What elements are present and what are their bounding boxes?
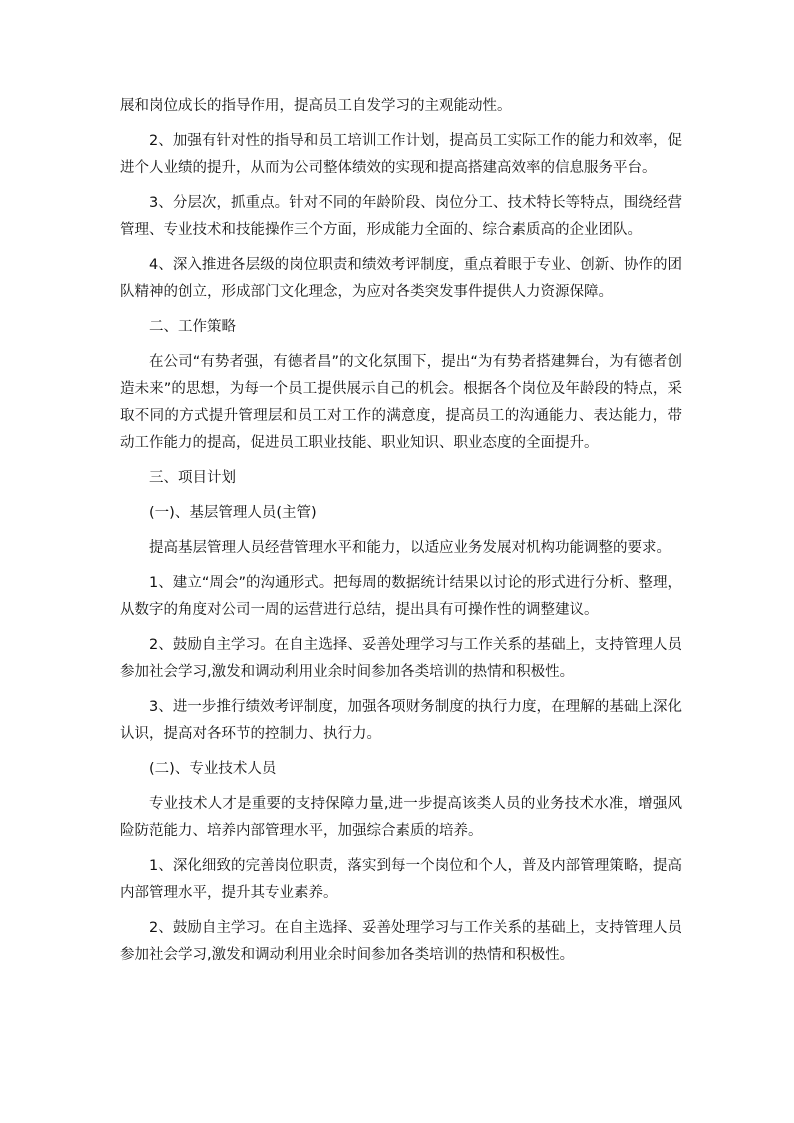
section-heading-plan: 三、项目计划 — [149, 470, 236, 486]
paragraph-technical-intro: 专业技术人才是重要的支持保障力量,进一步提高该类人员的业务技术水准，增强风险防范能力、培养内部管理水平，加强综合素质的培养。 — [120, 796, 682, 839]
document-body — [120, 93, 682, 977]
paragraph-technical-item-2: 2、鼓励自主学习。在自主选择、妥善处理学习与工作关系的基础上，支持管理人员参加社会学习,激发和调动利用业余时间参加各类培训的热情和积极性。 — [120, 920, 682, 963]
paragraph-item-3: 3、分层次，抓重点。针对不同的年龄阶段、岗位分工、技术特长等特点，围绕经营管理、专业技术和技能操作三个方面，形成能力全面的、综合素质高的企业团队。 — [120, 195, 682, 238]
paragraph-technical-item-1: 1、深化细致的完善岗位职责，落实到每一个岗位和个人，普及内部管理策略，提高内部管理水平，提升其专业素养。 — [120, 858, 682, 901]
paragraph-managers-item-2: 2、鼓励自主学习。在自主选择、妥善处理学习与工作关系的基础上，支持管理人员参加社会学习,激发和调动利用业余时间参加各类培训的热情和积极性。 — [120, 637, 682, 680]
paragraph-item-4: 4、深入推进各层级的岗位职责和绩效考评制度，重点着眼于专业、创新、协作的团队精神的创立，形成部门文化理念，为应对各类突发事件提供人力资源保障。 — [120, 257, 682, 300]
paragraph-strategy: 在公司“有势者强，有德者昌”的文化氛围下，提出“为有势者搭建舞台，为有德者创造未来”的思想，为每一个员工提供展示自己的机会。根据各个岗位及年龄段的特点，采取不同的方式提升管理层和员工对工作的满意度，提高员工的沟通能力、表达能力，带动工作能力的提高，促进员工职业技能、职业知识、职业态度的全面提升。 — [120, 354, 682, 451]
paragraph-continuation: 展和岗位成长的指导作用，提高员工自发学习的主观能动性。 — [120, 98, 512, 114]
paragraph-item-2: 2、加强有针对性的指导和员工培训工作计划，提高员工实际工作的能力和效率，促进个人业绩的提升，从而为公司整体绩效的实现和提高搭建高效率的信息服务平台。 — [120, 133, 682, 176]
subsection-heading-managers: (一)、基层管理人员(主管) — [149, 505, 317, 521]
paragraph-managers-intro: 提高基层管理人员经营管理水平和能力，以适应业务发展对机构功能调整的要求。 — [149, 540, 671, 556]
subsection-heading-technical: (二)、专业技术人员 — [149, 761, 277, 777]
section-heading-strategy: 二、工作策略 — [149, 319, 236, 335]
paragraph-managers-item-3: 3、进一步推行绩效考评制度，加强各项财务制度的执行力度，在理解的基础上深化认识，提高对各环节的控制力、执行力。 — [120, 699, 682, 742]
paragraph-managers-item-1: 1、建立“周会”的沟通形式。把每周的数据统计结果以讨论的形式进行分析、整理，从数字的角度对公司一周的运营进行总结，提出具有可操作性的调整建议。 — [120, 575, 682, 618]
